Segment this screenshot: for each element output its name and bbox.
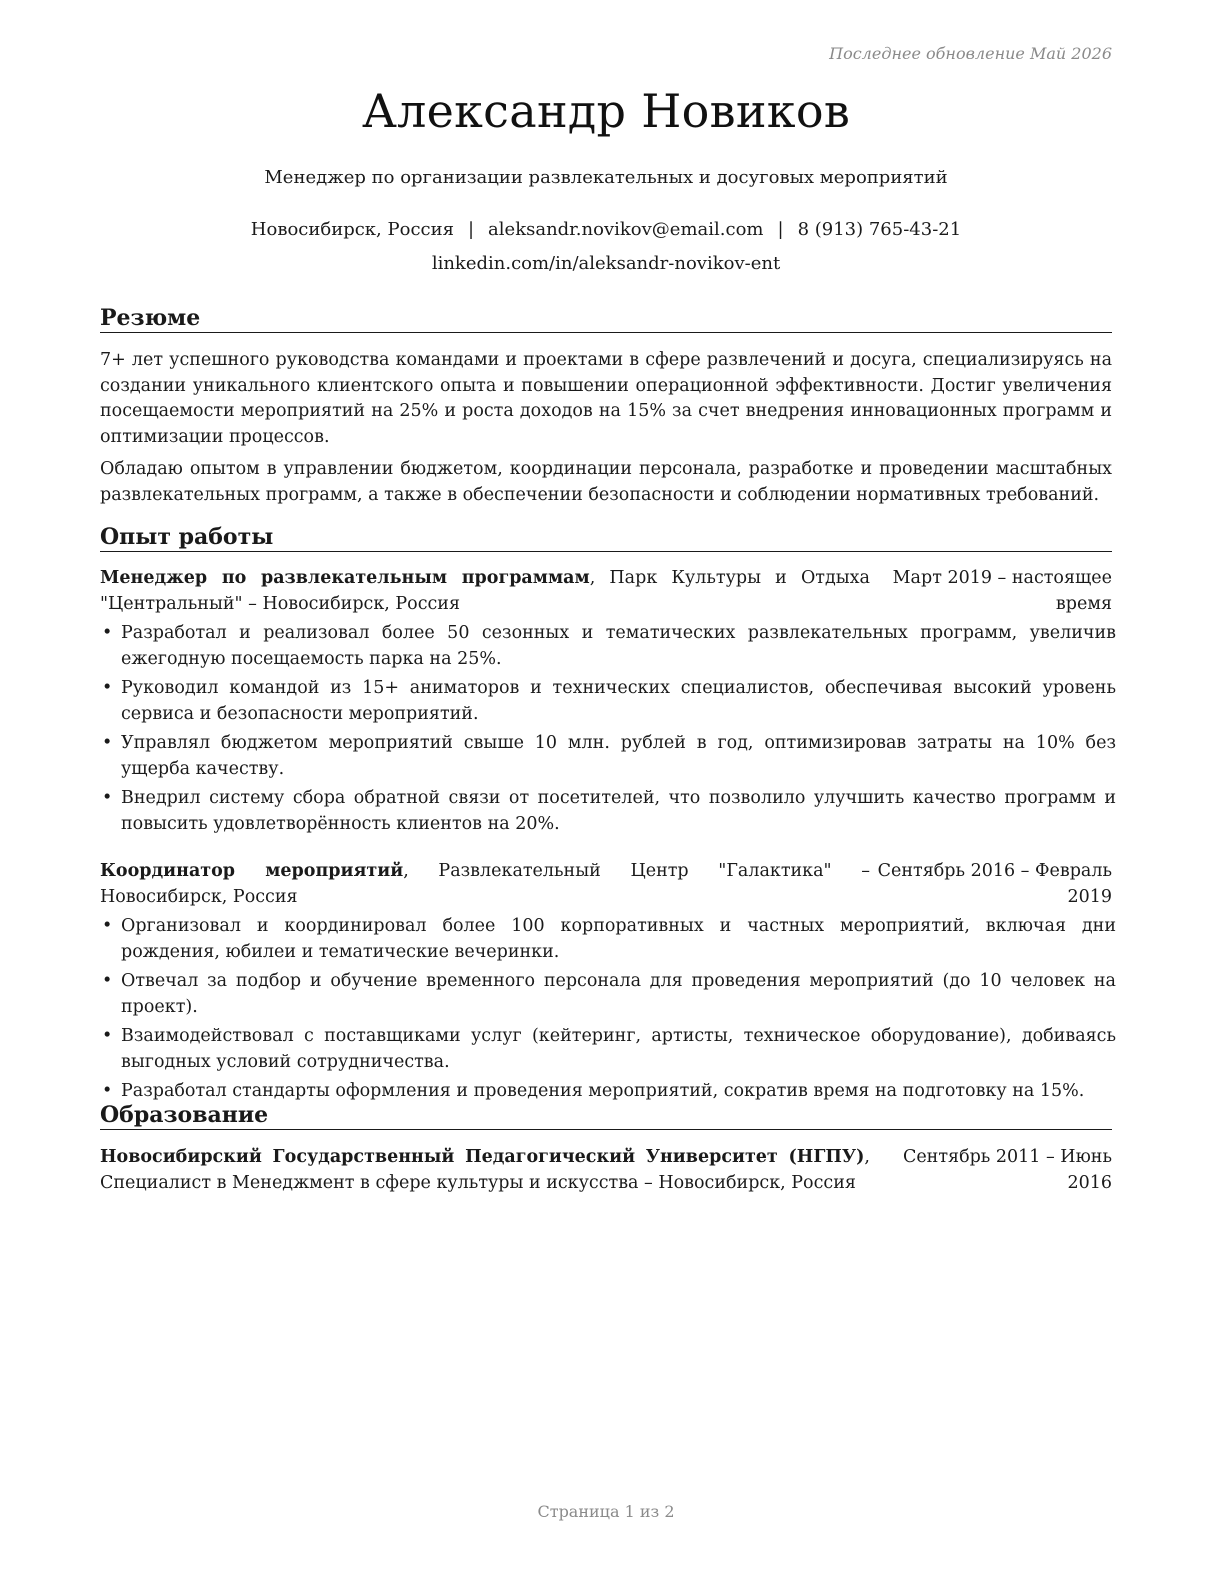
- list-item: • Отвечал за подбор и обучение временного персонала для проведения мероприятий (до 10 человек на проект).: [100, 969, 1116, 1020]
- phone-number: 8 (913) 765-43-21: [797, 219, 962, 240]
- list-item: • Разработал и реализовал более 50 сезонных и тематических развлекательных программ, увеличив ежегодную посещаемость парка на 25%.: [100, 621, 1116, 672]
- list-item: • Разработал стандарты оформления и проведения мероприятий, сократив время на подготовку на 15%.: [100, 1079, 1116, 1105]
- list-item: • Управлял бюджетом мероприятий свыше 10 млн. рублей в год, оптимизировав затраты на 10% без ущерба качеству.: [100, 731, 1116, 782]
- section-title-experience: Опыт работы: [100, 524, 1112, 552]
- contact-separator: |: [777, 219, 784, 240]
- email-link[interactable]: aleksandr.novikov@email.com: [488, 219, 764, 240]
- job-position: Менеджер по развлекательным программам: [100, 568, 590, 588]
- education-degree: , Специалист в Менеджмент в сфере культуры и искусства – Новосибирск, Россия: [100, 1147, 870, 1193]
- job-bullets: [100, 621, 1116, 841]
- job-dates: Март 2019 – настоящее время: [892, 568, 1112, 614]
- list-item: • Организовал и координировал более 100 корпоративных и частных мероприятий, включая дни рождения, юбилеи и тематические вечеринки.: [100, 914, 1116, 965]
- candidate-tagline: Менеджер по организации развлекательных и досуговых мероприятий: [264, 167, 948, 188]
- job-company: , Развлекательный Центр "Галактика" – Новосибирск, Россия: [100, 861, 870, 907]
- last-updated: Последнее обновление Май 2026: [829, 44, 1112, 63]
- job-company: , Парк Культуры и Отдыха "Центральный" – Новосибирск, Россия: [100, 568, 870, 614]
- job-dates: Сентябрь 2016 – Февраль 2019: [877, 861, 1112, 907]
- section-title-education: Образование: [100, 1102, 1112, 1130]
- education-dates: Сентябрь 2011 – Июнь 2016: [902, 1147, 1112, 1193]
- list-item: • Внедрил систему сбора обратной связи от посетителей, что позволило улучшить качество программ и повысить удовлетворённость клиентов на 20%.: [100, 786, 1116, 837]
- list-item: • Взаимодействовал с поставщиками услуг (кейтеринг, артисты, техническое оборудование), добиваясь выгодных условий сотрудничества.: [100, 1024, 1116, 1075]
- job-title-line: [100, 566, 870, 617]
- resume-page: [100, 0, 1116, 1584]
- section-title-summary: Резюме: [100, 305, 1112, 333]
- contact-line: [100, 219, 1112, 240]
- education-header: [100, 1145, 1112, 1196]
- summary-paragraph: 7+ лет успешного руководства командами и проектами в сфере развлечений и досуга, специализируясь на создании уникального клиентского опыта и повышении операционной эффективности. Достиг увеличения посещаемости мероприятий на 25% и роста доходов на 15% за счет внедрения инновационных программ и оптимизации процессов.: [100, 350, 1112, 447]
- job-bullets: [100, 914, 1116, 1109]
- job-header: [100, 566, 1112, 617]
- page-number: Страница 1 из 2: [537, 1502, 675, 1521]
- list-item: • Руководил командой из 15+ аниматоров и технических специалистов, обеспечивая высокий уровень сервиса и безопасности мероприятий.: [100, 676, 1116, 727]
- summary-paragraph: Обладаю опытом в управлении бюджетом, координации персонала, разработке и проведении масштабных развлекательных программ, а также в обеспечении безопасности и соблюдении нормативных требований.: [100, 459, 1112, 505]
- job-position: Координатор мероприятий: [100, 861, 404, 881]
- job-title-line: [100, 859, 870, 910]
- location: Новосибирск, Россия: [250, 219, 454, 240]
- candidate-name: Александр Новиков: [361, 84, 851, 138]
- contact-separator: |: [467, 219, 475, 240]
- education-line: [100, 1145, 870, 1196]
- linkedin-link[interactable]: linkedin.com/in/aleksandr-novikov-ent: [431, 253, 781, 274]
- job-header: [100, 859, 1112, 910]
- education-institution: Новосибирский Государственный Педагогический Университет (НГПУ): [100, 1147, 865, 1167]
